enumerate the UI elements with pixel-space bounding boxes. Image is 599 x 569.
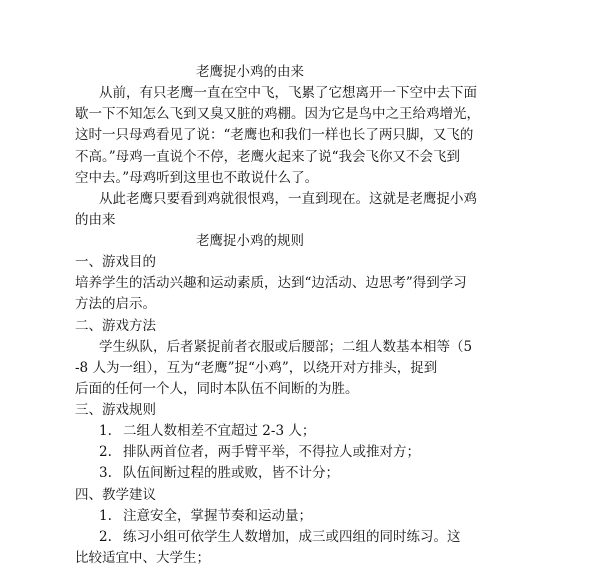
section-1-heading: 一、游戏目的	[75, 254, 156, 270]
section-2-line-3: 后面的任何一个人，同时本队伍不间断的为胜。	[75, 381, 359, 397]
story-title: 老鹰捉小鸡的由来	[196, 64, 304, 80]
section-4-continuation: 比较适宜中、大学生；	[75, 550, 210, 566]
story-paragraph-2-line-1: 从此老鹰只要看到鸡就很恨鸡，一直到现在。这就是老鹰捉小鸡	[99, 191, 477, 207]
section-4-item-2	[0, 527, 599, 548]
section-1-line-2: 方法的启示。	[75, 296, 156, 312]
item-text: 排队两首位者，两手臂平举，不得拉人或推对方；	[123, 444, 420, 460]
rules-title: 老鹰捉小鸡的规则	[196, 233, 304, 249]
section-1-line-1: 培养学生的活动兴趣和运动素质，达到“边活动、边思考”得到学习	[75, 275, 467, 291]
story-paragraph-1-line-3: 这时一只母鸡看见了说：“老鹰也和我们一样也长了两只脚，又飞的	[75, 127, 474, 143]
section-2-line-1: 学生纵队，后者紧捉前者衣服或后腰部；二组人数基本相等（5	[99, 339, 473, 355]
story-paragraph-1-line-1: 从前，有只老鹰一直在空中飞，飞累了它想离开一下空中去下面	[99, 85, 477, 101]
section-3-item-1	[0, 421, 599, 442]
item-text: 练习小组可依学生人数增加，成三或四组的同时练习。这	[123, 529, 461, 545]
item-number: 2.	[99, 444, 112, 460]
section-3-item-2	[0, 442, 599, 463]
section-2-heading: 二、游戏方法	[75, 318, 156, 334]
item-text: 队伍间断过程的胜或败，皆不计分；	[123, 465, 339, 481]
section-3-heading: 三、游戏规则	[75, 402, 156, 418]
item-number: 1.	[99, 423, 112, 439]
story-paragraph-1-line-5: 空中去。”母鸡听到这里也不敢说什么了。	[75, 170, 319, 186]
section-4-item-1	[0, 506, 599, 527]
story-paragraph-1-line-2: 歇一下不知怎么飞到又臭又脏的鸡棚。因为它是鸟中之王给鸡增光，	[75, 106, 480, 122]
story-paragraph-2-line-2: 的由来	[75, 212, 116, 228]
section-3-item-3	[0, 463, 599, 484]
story-paragraph-1-line-4: 不高。”母鸡一直说个不停，老鹰火起来了说“我会飞你又不会飞到	[75, 149, 461, 165]
item-number: 3.	[99, 465, 112, 481]
section-4-heading: 四、教学建议	[75, 487, 156, 503]
section-2-line-2: -8 人为一组），互为“老鹰”捉“小鸡”，以绕开对方排头，捉到	[75, 360, 438, 376]
item-text: 注意安全，掌握节奏和运动量；	[123, 508, 312, 524]
item-number: 1.	[99, 508, 112, 524]
item-text: 二组人数相差不宜超过 2-3 人；	[123, 423, 316, 439]
item-number: 2.	[99, 529, 112, 545]
